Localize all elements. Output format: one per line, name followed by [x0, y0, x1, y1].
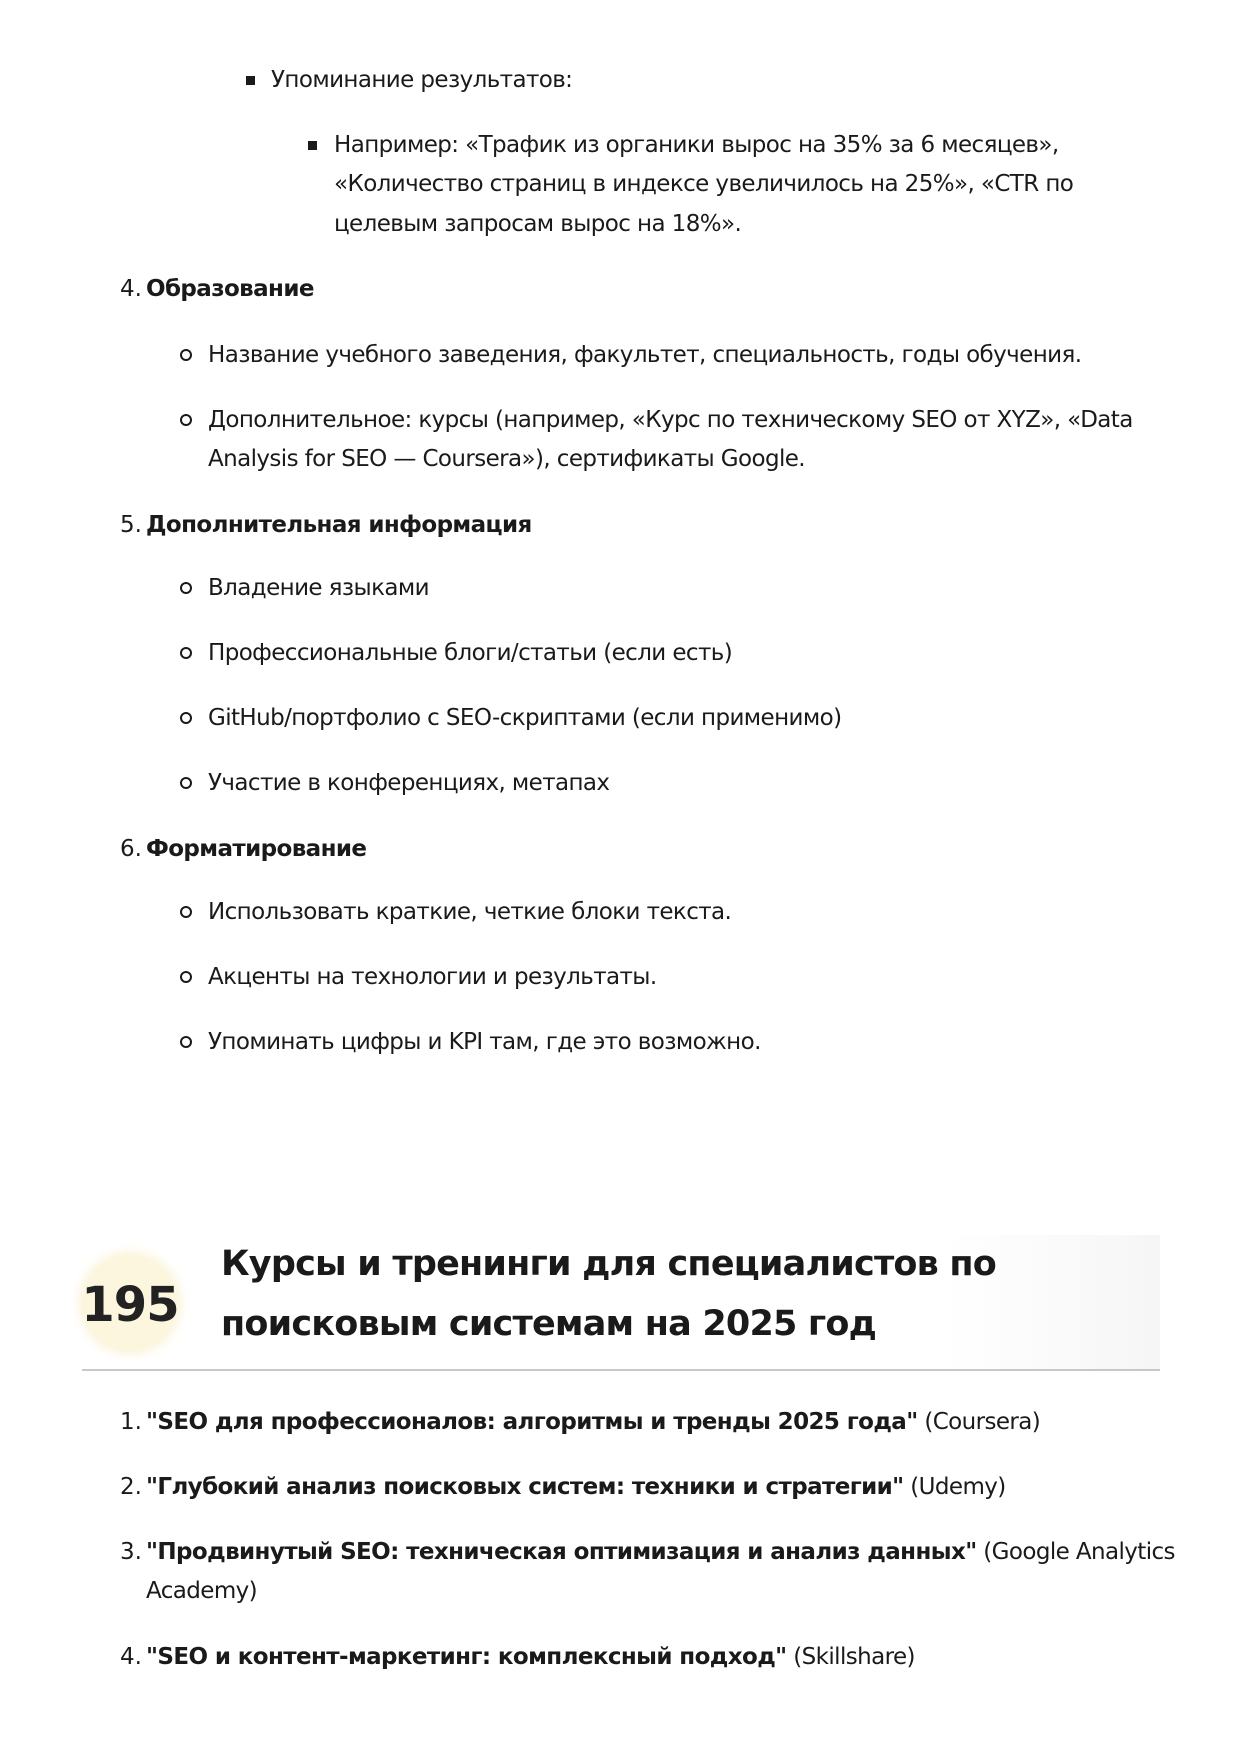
course-number: 2. [120, 1474, 142, 1500]
circle-bullet-icon [180, 906, 192, 918]
section-title-additional-info: Дополнительная информация [146, 512, 532, 538]
course-title: "Глубокий анализ поисковых систем: техники и стратегии" [146, 1474, 904, 1500]
results-example-line-2: «Количество страниц в индексе увеличилось на 25%», «CTR по [334, 171, 1074, 197]
course-source: (Google Analytics [983, 1539, 1175, 1565]
course-title: "SEO и контент-маркетинг: комплексный подход" [146, 1644, 787, 1670]
list-item: Название учебного заведения, факультет, специальность, годы обучения. [208, 342, 1082, 368]
results-example-line-1: Например: «Трафик из органики вырос на 35% за 6 месяцев», [334, 132, 1059, 158]
course-number: 4. [120, 1644, 142, 1670]
list-item: GitHub/портфолио с SEO-скриптами (если применимо) [208, 705, 842, 731]
course-title: "SEO для профессионалов: алгоритмы и тренды 2025 года" [146, 1409, 918, 1435]
course-item [146, 1637, 915, 1677]
circle-bullet-icon [180, 777, 192, 789]
course-number: 1. [120, 1409, 142, 1435]
circle-bullet-icon [180, 414, 192, 426]
list-item: Акценты на технологии и результаты. [208, 964, 657, 990]
list-item: Владение языками [208, 575, 429, 601]
section-number: 6. [120, 836, 142, 862]
circle-bullet-icon [180, 1036, 192, 1048]
section-title-education: Образование [146, 276, 314, 302]
square-bullet-icon [308, 141, 317, 150]
list-item-continued: Analysis for SEO — Coursera»), сертификаты Google. [208, 446, 806, 472]
circle-bullet-icon [180, 647, 192, 659]
section-number: 4. [120, 276, 142, 302]
list-item: Участие в конференциях, метапах [208, 770, 610, 796]
chapter-title-line-2: поисковым системам на 2025 год [221, 1304, 877, 1344]
section-number: 5. [120, 512, 142, 538]
course-item [146, 1532, 1175, 1572]
course-item [146, 1467, 1006, 1507]
chapter-number: 195 [81, 1277, 179, 1333]
course-source: (Udemy) [910, 1474, 1006, 1500]
course-source: (Skillshare) [793, 1644, 915, 1670]
square-bullet-icon [246, 76, 255, 85]
chapter-title-line-1: Курсы и тренинги для специалистов по [221, 1244, 997, 1284]
circle-bullet-icon [180, 712, 192, 724]
circle-bullet-icon [180, 971, 192, 983]
circle-bullet-icon [180, 582, 192, 594]
course-title: "Продвинутый SEO: техническая оптимизация и анализ данных" [146, 1539, 977, 1565]
results-example-line-3: целевым запросам вырос на 18%». [334, 211, 742, 237]
course-source-continued: Academy) [146, 1578, 258, 1604]
section-title-formatting: Форматирование [146, 836, 367, 862]
course-item [146, 1402, 1040, 1442]
circle-bullet-icon [180, 349, 192, 361]
results-heading: Упоминание результатов: [271, 67, 573, 93]
list-item: Упоминать цифры и KPI там, где это возможно. [208, 1029, 761, 1055]
list-item: Дополнительное: курсы (например, «Курс по техническому SEO от XYZ», «Data [208, 407, 1133, 433]
list-item: Профессиональные блоги/статьи (если есть) [208, 640, 733, 666]
list-item: Использовать краткие, четкие блоки текста. [208, 899, 732, 925]
course-number: 3. [120, 1539, 142, 1565]
course-source: (Coursera) [924, 1409, 1041, 1435]
